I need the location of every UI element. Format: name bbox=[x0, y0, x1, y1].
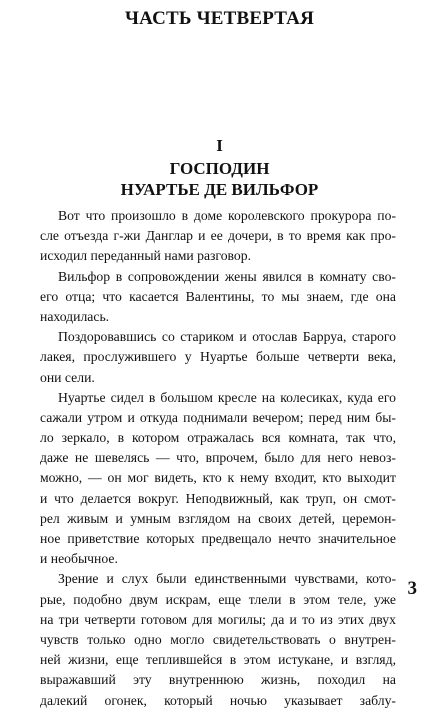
page-number: 3 bbox=[407, 578, 417, 599]
text-line: Вильфор в сопровождении жены явился в комнату сво- bbox=[58, 268, 396, 284]
text-line: Зрение и слух были единственными чувствами, кото- bbox=[58, 571, 396, 587]
text-line: рые, подобно двум искрам, еще тлели в этом теле, уже bbox=[40, 591, 396, 607]
text-line: его отца; что касается Валентины, то мы знаем, где она bbox=[40, 288, 396, 304]
text-line: находилась. bbox=[40, 308, 110, 324]
text-line: Поздоровавшись со стариком и отослав Барруа, старого bbox=[58, 329, 396, 345]
text-line: и необычное. bbox=[40, 551, 118, 567]
text-line: даже не шевелясь — что, впрочем, было для него невоз- bbox=[40, 450, 396, 466]
text-line: Вот что произошло в доме королевского прокурора по- bbox=[58, 208, 396, 223]
chapter-number: I bbox=[216, 136, 223, 155]
text-line: они сели. bbox=[40, 369, 95, 385]
text-line: выражавший эту внутреннюю жизнь, походил на bbox=[40, 672, 396, 688]
text-line: и что делается вокруг. Неподвижный, как труп, он смот- bbox=[40, 490, 396, 506]
chapter-title bbox=[0, 158, 439, 200]
chapter-title-line: НУАРТЬЕ ДЕ ВИЛЬФОР bbox=[120, 180, 319, 199]
body-text bbox=[40, 206, 396, 711]
part-heading: ЧАСТЬ ЧЕТВЕРТАЯ bbox=[124, 8, 315, 29]
text-line: рел живым и умным взглядом на своих детей, церемон- bbox=[40, 510, 396, 526]
text-line: сажали утром и откуда поднимали вечером; перед ним бы- bbox=[40, 409, 396, 425]
text-line: далекий огонек, который ночью указывает заблу- bbox=[40, 692, 396, 708]
text-line: Нуартье сидел в большом кресле на колесиках, куда его bbox=[58, 389, 396, 405]
text-line: на три четверти готовом для могилы; да и то из этих двух bbox=[40, 611, 396, 627]
text-line: ней жизни, еще теплившейся в этом истукане, и взгляд, bbox=[40, 652, 396, 668]
text-line: можно, — он мог видеть, кто к нему входит, кто выходит bbox=[40, 470, 396, 486]
text-line: сле отъезда г-жи Данглар и ее дочери, в то время как про- bbox=[40, 228, 396, 244]
text-line: чувств только одно могло свидетельствовать о внутрен- bbox=[40, 631, 396, 647]
chapter-title-line: ГОСПОДИН bbox=[169, 159, 270, 178]
text-line: лакея, прослужившего у Нуартье больше четверти века, bbox=[40, 349, 396, 365]
text-line: ное приветствие которых предвещало нечто значительное bbox=[40, 531, 396, 546]
text-line: ло зеркало, в котором отражалась вся комната, так что, bbox=[40, 430, 396, 446]
text-line: исходил переданный нами разговор. bbox=[40, 248, 252, 264]
